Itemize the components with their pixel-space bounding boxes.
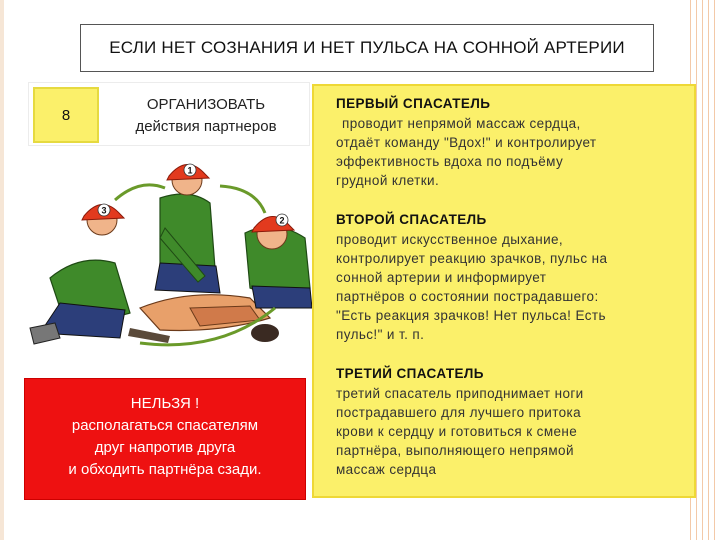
warning-line: располагаться спасателям: [71, 417, 259, 434]
rescuer-1-text: проводит непрямой массаж сердца,: [342, 116, 581, 131]
rescuer-2-heading: ВТОРОЙ СПАСАТЕЛЬ: [336, 212, 487, 227]
rescuer-2-text: пульс!" и т. п.: [336, 327, 425, 342]
rescuer-2-text: контролирует реакцию зрачков, пульс на: [336, 251, 608, 266]
rescuer-3-text: партнёра, выполняющего непрямой: [336, 443, 574, 458]
cpr-team-illustration: [20, 158, 320, 358]
step-title: ОРГАНИЗОВАТЬ: [146, 96, 266, 113]
rescuer-3-text: пострадавшего для лучшего притока: [336, 405, 582, 420]
slide-title: ЕСЛИ НЕТ СОЗНАНИЯ И НЕТ ПУЛЬСА НА СОННОЙ АРТЕРИИ: [80, 24, 654, 72]
rescuer-3-text: крови к сердцу и готовиться к смене: [336, 424, 578, 439]
rescuer-3-text: массаж сердца: [336, 462, 437, 477]
rescuer-1-section: [336, 94, 597, 190]
rescuer-1-text: эффективность вдоха по подъёму: [336, 154, 564, 169]
helmet-label-3: 3: [101, 205, 107, 216]
rescuer-2-text: партнёров о состоянии пострадавшего:: [336, 289, 599, 304]
rescuer-3-text: третий спасатель приподнимает ноги: [336, 386, 584, 401]
rescuer-2-text: проводит искусственное дыхание,: [336, 232, 564, 247]
helmet-label-1: 1: [187, 165, 193, 176]
warning-line: и обходить партнёра сзади.: [68, 461, 262, 478]
rescuer-1-heading: ПЕРВЫЙ СПАСАТЕЛЬ: [336, 96, 491, 111]
rescuer-3-heading: ТРЕТИЙ СПАСАТЕЛЬ: [336, 366, 484, 381]
rescuer-3-figure: [30, 204, 130, 344]
rescuer-2-section: [336, 210, 607, 344]
rescuer-1-text: отдаёт команду "Вдох!" и контролирует: [336, 135, 597, 150]
step-subtitle: действия партнеров: [135, 118, 277, 135]
left-decor-bar: [0, 0, 4, 540]
rescuer-1-figure: [155, 164, 220, 293]
rescuer-2-text: сонной артерии и информирует: [336, 270, 547, 285]
helmet-label-2: 2: [279, 215, 285, 226]
rescuer-2-figure: [245, 214, 312, 308]
warning-heading: НЕЛЬЗЯ !: [130, 395, 200, 412]
warning-box: [24, 378, 306, 500]
step-number: 8: [33, 87, 99, 143]
rescuer-1-text: грудной клетки.: [336, 173, 440, 188]
rescuer-2-text: "Есть реакция зрачков! Нет пульса! Есть: [336, 308, 606, 323]
step-text: [104, 94, 308, 138]
warning-line: друг напротив друга: [94, 439, 236, 456]
rescuer-3-section: [336, 364, 584, 479]
